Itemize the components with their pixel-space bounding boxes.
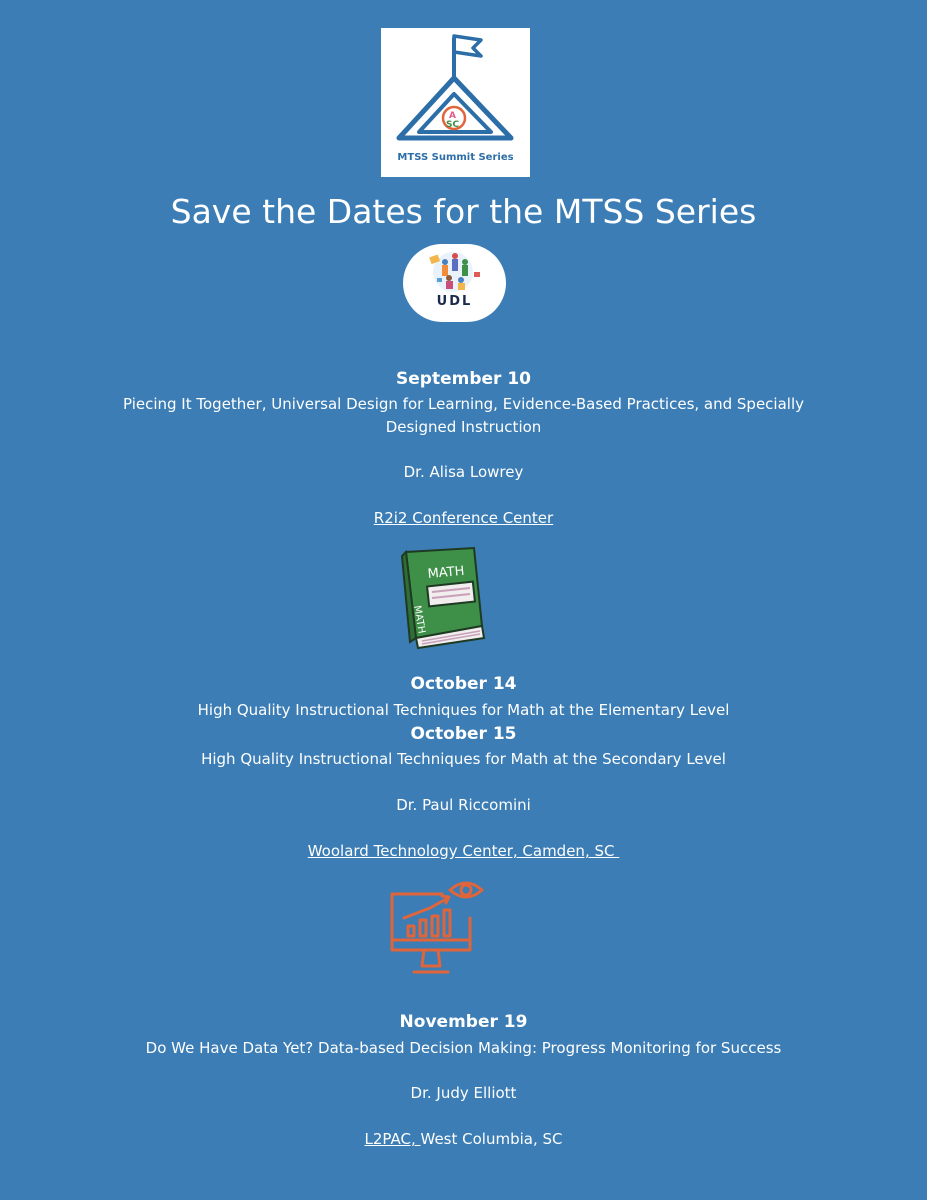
event-date: October 15 bbox=[410, 724, 517, 744]
udl-label: UDL bbox=[436, 294, 473, 309]
summit-logo bbox=[381, 28, 530, 177]
page-title: Save the Dates for the MTSS Series bbox=[170, 192, 757, 231]
event-topic: Designed Instruction bbox=[385, 418, 542, 436]
event-date: October 14 bbox=[410, 674, 517, 694]
udl-badge bbox=[403, 244, 506, 322]
event-speaker: Dr. Paul Riccomini bbox=[396, 796, 531, 814]
math-spine-label: MATH bbox=[411, 604, 427, 635]
event-date: November 19 bbox=[399, 1012, 528, 1032]
event-topic: Piecing It Together, Universal Design for Learning, Evidence-Based Practices, and Specially bbox=[122, 395, 805, 413]
data-monitor-icon bbox=[386, 878, 486, 978]
location-text: West Columbia, SC bbox=[420, 1130, 563, 1148]
event-speaker: Dr. Judy Elliott bbox=[410, 1084, 517, 1102]
svg-text:A: A bbox=[449, 111, 456, 121]
udl-people-icon bbox=[403, 244, 506, 296]
math-book-icon bbox=[398, 546, 490, 650]
location-link[interactable]: Woolard Technology Center, Camden, SC bbox=[307, 842, 620, 860]
location-link[interactable]: R2i2 Conference Center bbox=[373, 509, 554, 527]
mountain-flag-logo-icon bbox=[381, 28, 530, 153]
event-speaker: Dr. Alisa Lowrey bbox=[403, 463, 524, 481]
event-date: September 10 bbox=[396, 369, 531, 389]
event-topic: Do We Have Data Yet? Data-based Decision Making: Progress Monitoring for Success bbox=[145, 1039, 782, 1057]
event-topic: High Quality Instructional Techniques for Math at the Secondary Level bbox=[201, 750, 726, 768]
event-topic: High Quality Instructional Techniques for Math at the Elementary Level bbox=[197, 701, 730, 719]
svg-text:SC: SC bbox=[446, 120, 460, 130]
location-link[interactable]: L2PAC, bbox=[364, 1130, 421, 1148]
math-label: MATH bbox=[427, 563, 466, 582]
logo-caption: MTSS Summit Series bbox=[397, 152, 514, 163]
